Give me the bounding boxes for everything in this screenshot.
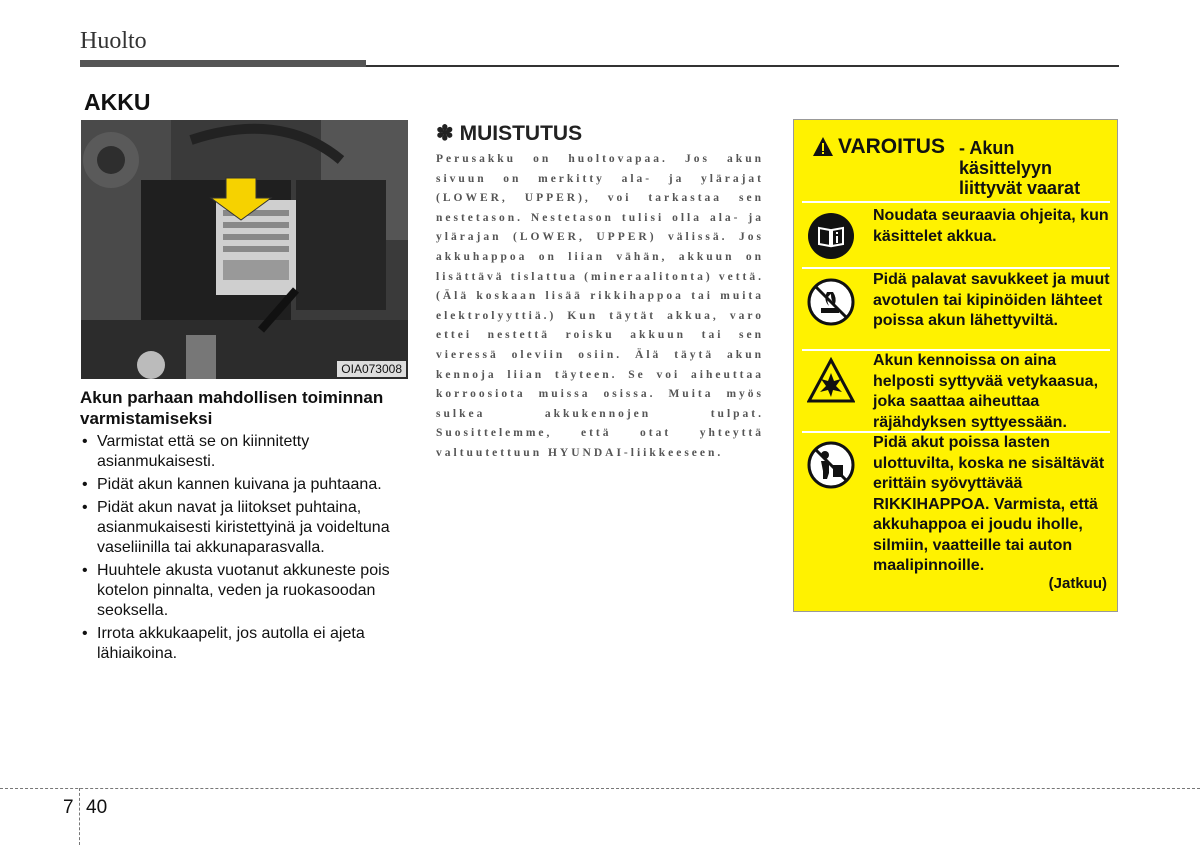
page-number: 40 [86,797,108,818]
warning-box [793,119,1118,612]
notice-symbol-icon: ✽ [436,122,454,145]
notice-title-text: MUISTUTUS [459,122,583,145]
warning-label: VAROITUS [838,135,945,158]
warning-item [802,433,1112,573]
notice-body: Perusakku on huoltovapaa. Jos akun sivuun on merkitty ala- ja ylärajat (LOWER, UPPER), voi tarkastaa sen nestetason. Nestetason tulisi olla ala- ja ylärajan (LOWER, UPPER) välissä. Jos akkuhappoa on liian vähän, akkuun on lisättävä tislattua (mineraalitonta) vettä. (Älä koskaan lisää rikkihappoa tai muita elektrolyyttiä.) Kun täytät akkua, varo ettei nestettä roisku akkuun tai sen vieressä oleviin osiin. Älä täytä akun kennoja liian täyteen. Se voi aiheuttaa korroosiota muissa osissa. Muita myös sulkea akkukennojen tulpat. Suosittelemme, että otat yhteyttä valtuutettuun HYUNDAI-liikkeeseen. [436,153,764,459]
warning-item [802,206,1112,266]
header-rule-thin [366,65,1119,67]
explosion-icon [807,357,855,405]
header-rule-thick [80,60,366,67]
section-title: AKKU [84,89,151,115]
chapter-number: 7 [63,797,74,818]
list-item: • Huuhtele akusta vuotanut akkuneste pois kotelon pinnalta, veden ja ruokasoodan seoksella. [80,561,410,621]
battery-photo [81,120,408,379]
footer-rule [0,788,1200,789]
subheading: Akun parhaan mahdollisen toiminnan varmistamiseksi [80,388,384,428]
battery-illustration [81,120,408,379]
list-item: • Irrota akkukaapelit, jos autolla ei ajeta lähiaikoina. [80,624,410,664]
keep-away-children-icon [807,441,855,489]
continued-label: (Jatkuu) [1048,575,1107,592]
warning-subtitle: - Akun käsittelyyn liittyvät vaarat [959,138,1081,198]
warning-triangle-icon [812,136,834,158]
warning-item-text: Noudata seuraavia ohjeita, kun käsittelet akkua. [873,207,1109,245]
list-item: • Varmistat että se on kiinnitetty asianmukaisesti. [80,432,410,472]
bullet-list [80,432,410,667]
warning-item-text: Pidä palavat savukkeet ja muut avotulen tai kipinöiden lähteet poissa akun lähettyviltä. [873,271,1110,329]
warning-item [802,351,1112,431]
warning-item-text: Pidä akut poissa lasten ulottuvilta, koska ne sisältävät erittäin syövyttävää RIKKIHAPPOA. Varmista, että akkuhappoa ei joudu iholle, silmiin, vaatteille tai auton maalipinnoille. [873,434,1105,574]
warning-divider [802,201,1110,203]
photo-code: OIA073008 [337,361,406,377]
manual-book-icon [807,212,855,260]
no-smoking-fire-icon [807,278,855,326]
warning-item [802,270,1112,352]
warning-divider [802,267,1110,269]
footer-divider [79,788,80,845]
notice-title [436,121,582,146]
header-title: Huolto [80,28,147,54]
warning-item-text: Akun kennoissa on aina helposti syttyvää vetykaasua, joka saattaa aiheuttaa räjähdyksen syttyessään. [873,352,1099,431]
list-item: • Pidät akun kannen kuivana ja puhtaana. [80,475,410,495]
list-item: • Pidät akun navat ja liitokset puhtaina, asianmukaisesti kiristettyinä ja voideltuna vaseliinilla tai akkunaparasvalla. [80,498,410,558]
